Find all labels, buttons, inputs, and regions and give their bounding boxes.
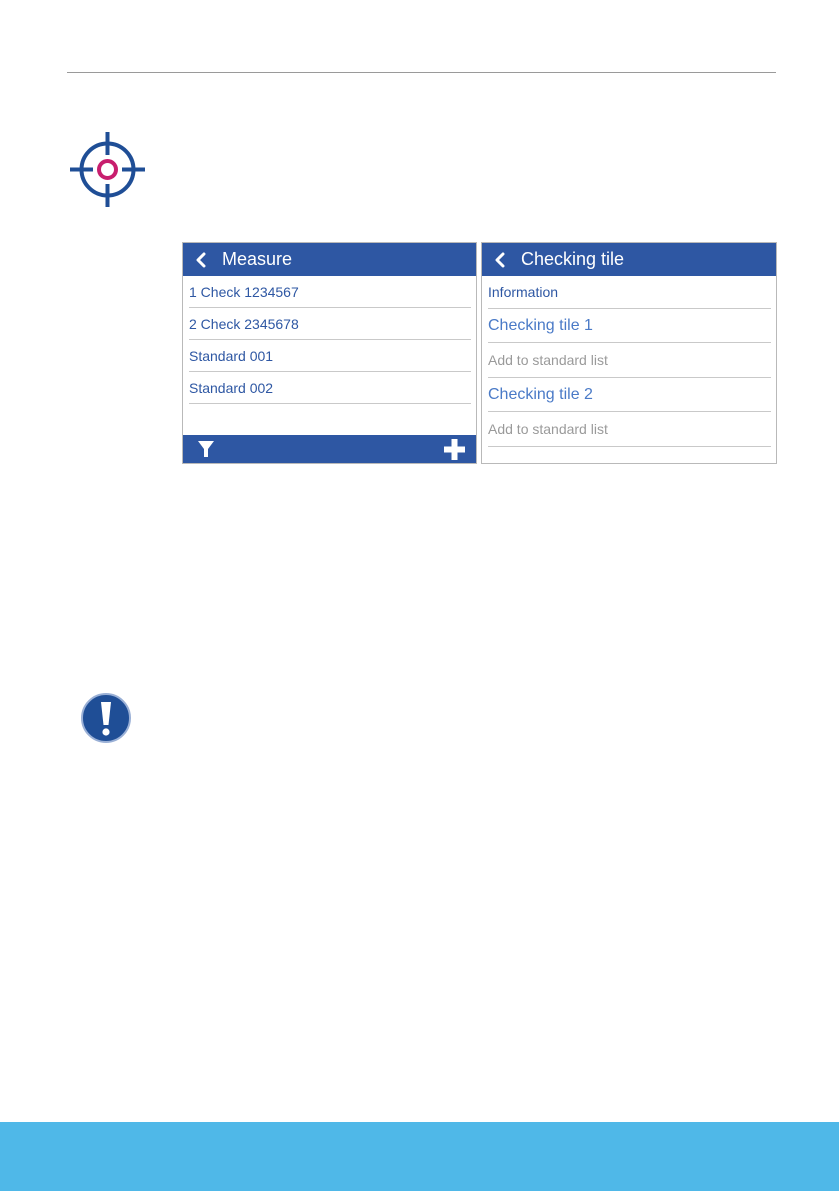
measure-title: Measure	[222, 249, 293, 269]
measure-screen	[182, 242, 477, 464]
measure-list-item[interactable]: Standard 001	[189, 340, 471, 372]
checking-tile-header	[482, 243, 776, 276]
crosshair-target-icon	[69, 131, 146, 208]
checking-tile-screen	[481, 242, 777, 464]
checking-tile-item[interactable]: Checking tile 2	[488, 378, 771, 412]
chevron-left-icon[interactable]	[188, 243, 214, 276]
measure-footer-bar	[183, 435, 476, 463]
measure-list	[183, 276, 476, 404]
measure-list-item[interactable]: 1 Check 1234567	[189, 276, 471, 308]
top-divider	[67, 72, 776, 73]
add-to-standard-list-item[interactable]: Add to standard list	[488, 343, 771, 378]
measure-list-item[interactable]: Standard 002	[189, 372, 471, 404]
information-item[interactable]: Information	[488, 276, 771, 309]
measure-list-item[interactable]: 2 Check 2345678	[189, 308, 471, 340]
page-footer-band	[0, 1122, 839, 1191]
chevron-left-icon[interactable]	[487, 243, 513, 276]
checking-tile-title: Checking tile	[521, 249, 625, 269]
measure-header	[183, 243, 476, 276]
exclamation-warning-icon	[80, 692, 132, 744]
add-to-standard-list-item[interactable]: Add to standard list	[488, 412, 771, 447]
filter-icon[interactable]	[193, 437, 219, 461]
checking-tile-list	[482, 276, 776, 447]
checking-tile-item[interactable]: Checking tile 1	[488, 309, 771, 343]
plus-icon[interactable]	[441, 437, 467, 461]
